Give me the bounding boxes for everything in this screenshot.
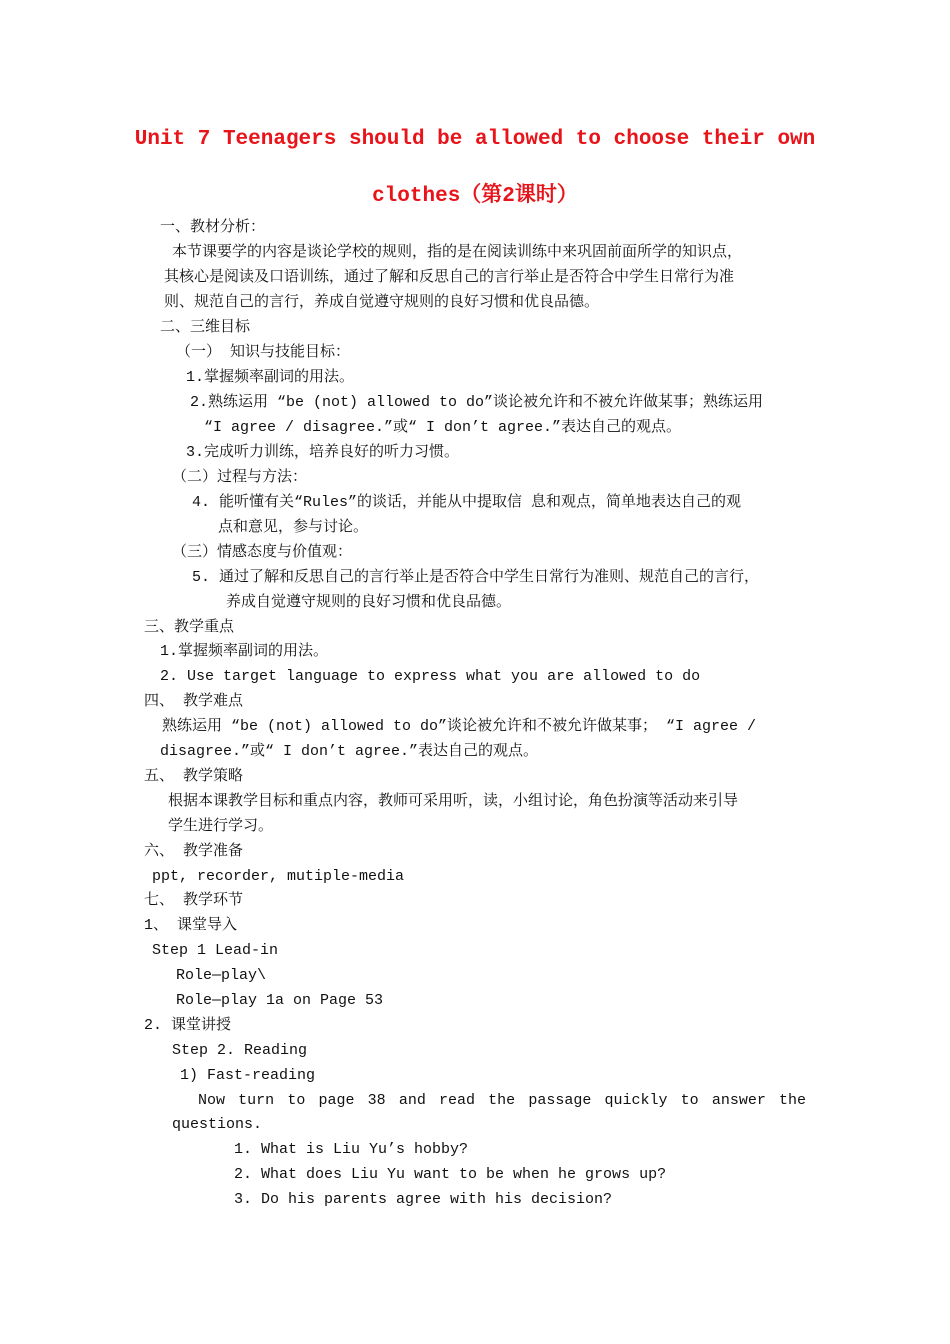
sub-step-heading: 1) Fast-reading: [180, 1067, 316, 1084]
question-item: 2. What does Liu Yu want to be when he grows up?: [234, 1166, 667, 1183]
question-item: 3. Do his parents agree with his decision?: [234, 1191, 613, 1208]
body-line: 根据本课教学目标和重点内容，教师可采用听，读，小组讨论，角色扮演等活动来引导: [168, 793, 739, 810]
section-heading: 六、 教学准备: [144, 843, 244, 860]
list-item: 2. Use target language to express what you are allowed to do: [160, 668, 701, 685]
section-heading: 四、 教学难点: [144, 693, 244, 710]
section-heading: 五、 教学策略: [144, 768, 244, 785]
subsection-heading: （三）情感态度与价值观：: [172, 544, 353, 561]
list-item: 2.熟练运用 “be (not) allowed to do”谈论被允许和不被允许做某事；熟练运用: [190, 394, 764, 411]
body-line: Role—play\: [176, 967, 267, 984]
section-heading: 三、教学重点: [144, 619, 235, 636]
subsection-heading: 2. 课堂讲授: [144, 1017, 232, 1034]
step-heading: Step 1 Lead-in: [152, 942, 279, 959]
body-line: Now turn to page 38 and read the passage quickly to answer the: [198, 1092, 806, 1109]
subsection-heading: 1、 课堂导入: [144, 917, 238, 934]
section-heading: 一、教材分析：: [160, 219, 266, 236]
list-item-continuation: “I agree / disagree.”或“ I don’t agree.”表达自己的观点。: [204, 419, 682, 436]
body-line: ppt, recorder, mutiple-media: [152, 868, 405, 885]
list-item: 5. 通过了解和反思自己的言行举止是否符合中学生日常行为准则、规范自己的言行，: [192, 569, 760, 586]
body-line: 本节课要学的内容是谈论学校的规则，指的是在阅读训练中来巩固前面所学的知识点，: [172, 244, 743, 261]
list-item-continuation: 点和意见，参与讨论。: [218, 519, 369, 536]
subsection-heading: （一） 知识与技能目标：: [176, 344, 351, 361]
list-item: 4. 能听懂有关“Rules”的谈话，并能从中提取信 息和观点，简单地表达自己的观: [192, 494, 742, 511]
section-heading: 二、三维目标: [160, 319, 251, 336]
document-title-line-2: clothes（第2课时）: [372, 185, 578, 208]
list-item: 1.掌握频率副词的用法。: [186, 369, 355, 386]
body-line: disagree.”或“ I don’t agree.”表达自己的观点。: [160, 743, 539, 760]
section-heading: 七、 教学环节: [144, 892, 244, 909]
body-line: Role—play 1a on Page 53: [176, 992, 384, 1009]
body-line: 则、规范自己的言行，养成自觉遵守规则的良好习惯和优良品德。: [164, 294, 600, 311]
document-title-line-1: Unit 7 Teenagers should be allowed to choose their own: [134, 128, 816, 151]
list-item: 3.完成听力训练，培养良好的听力习惯。: [186, 444, 460, 461]
question-item: 1. What is Liu Yu’s hobby?: [234, 1141, 469, 1158]
body-line: 学生进行学习。: [168, 818, 274, 835]
body-line: questions.: [172, 1116, 263, 1133]
list-item: 1.掌握频率副词的用法。: [160, 643, 329, 660]
step-heading: Step 2. Reading: [172, 1042, 308, 1059]
list-item-continuation: 养成自觉遵守规则的良好习惯和优良品德。: [226, 594, 512, 611]
body-line: 熟练运用 “be (not) allowed to do”谈论被允许和不被允许做某事； “I agree /: [162, 718, 757, 735]
body-line: 其核心是阅读及口语训练，通过了解和反思自己的言行举止是否符合中学生日常行为准: [164, 269, 735, 286]
subsection-heading: （二）过程与方法：: [172, 469, 308, 486]
